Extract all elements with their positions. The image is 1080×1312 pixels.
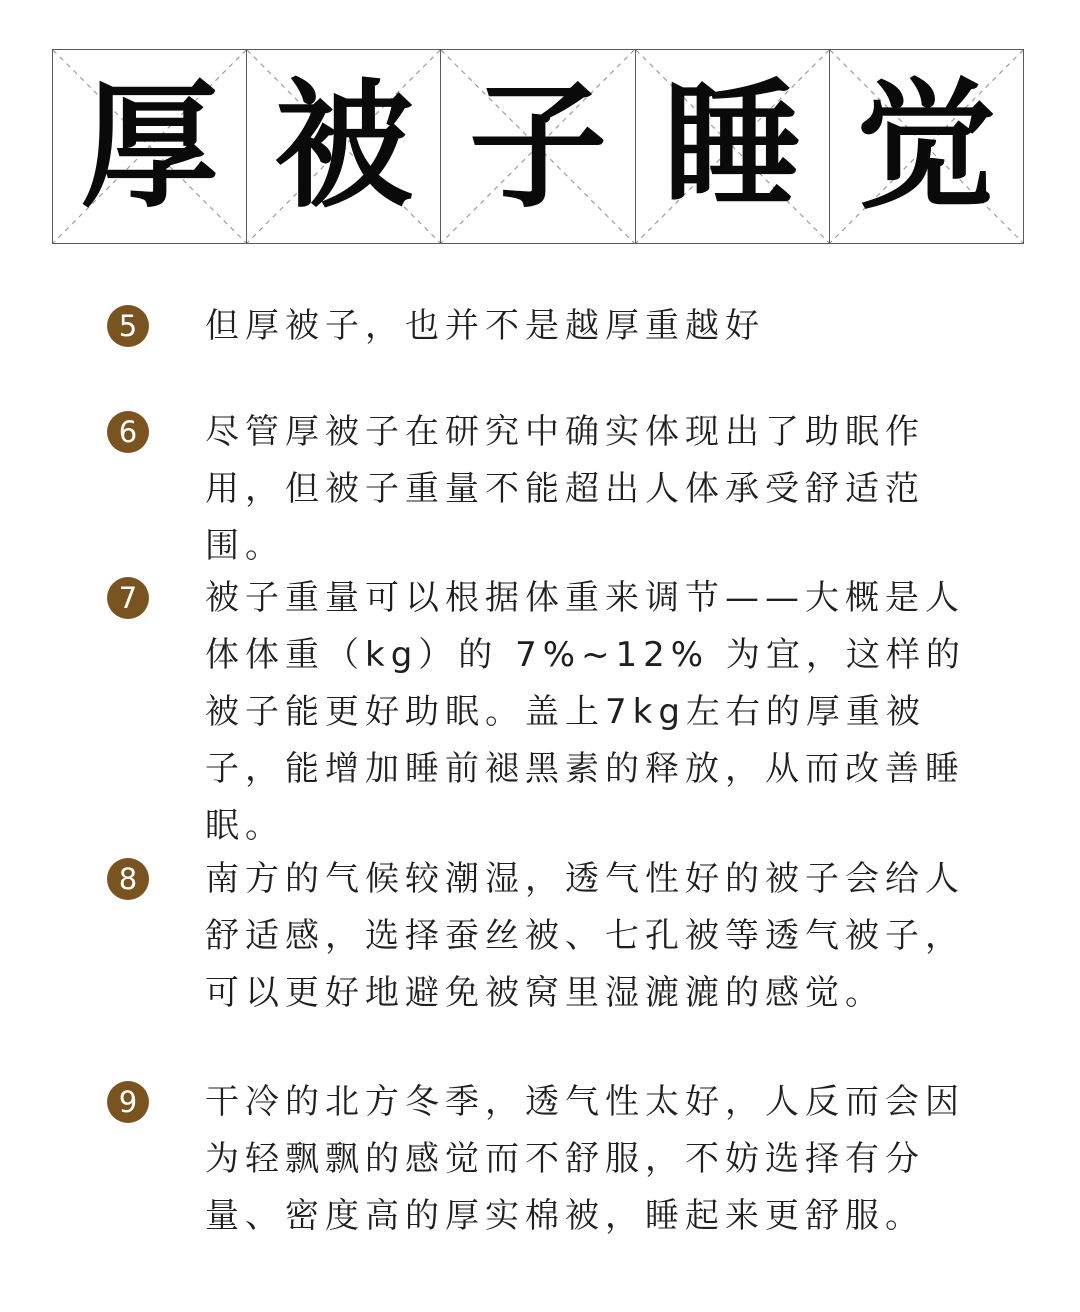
item-text: 南方的气候较潮湿，透气性好的被子会给人舒适感，选择蚕丝被、七孔被等透气被子，可以更好地避免被窝里湿漉漉的感觉。 bbox=[205, 859, 965, 1013]
item-text: 但厚被子，也并不是越厚重越好 bbox=[205, 306, 765, 346]
title-cell bbox=[247, 50, 441, 243]
item-text: 尽管厚被子在研究中确实体现出了助眠作用，但被子重量不能超出人体承受舒适范围。 bbox=[205, 412, 925, 566]
number-badge: 8 bbox=[107, 858, 149, 900]
number-badge: 9 bbox=[107, 1081, 149, 1123]
title-char-5: 觉 bbox=[857, 65, 996, 227]
title-char-4: 睡 bbox=[663, 65, 802, 227]
title-char-1: 厚 bbox=[80, 65, 219, 227]
number-badge: 5 bbox=[107, 305, 149, 347]
title-cell bbox=[636, 50, 830, 243]
title-char-3: 子 bbox=[469, 65, 608, 227]
title-grid bbox=[52, 49, 1024, 244]
title-cell bbox=[53, 50, 247, 243]
number-badge: 6 bbox=[107, 411, 149, 453]
title-cell bbox=[830, 50, 1023, 243]
title-char-2: 被 bbox=[274, 65, 413, 227]
number-badge: 7 bbox=[107, 577, 149, 619]
item-text: 被子重量可以根据体重来调节——大概是人体体重（kg）的 7%~12% 为宜，这样的被子能更好助眠。盖上7kg左右的厚重被子，能增加睡前褪黑素的释放，从而改善睡眠。 bbox=[205, 578, 966, 846]
item-text: 干冷的北方冬季，透气性太好，人反而会因为轻飘飘的感觉而不舒服，不妨选择有分量、密度高的厚实棉被，睡起来更舒服。 bbox=[205, 1082, 965, 1236]
title-cell bbox=[441, 50, 635, 243]
